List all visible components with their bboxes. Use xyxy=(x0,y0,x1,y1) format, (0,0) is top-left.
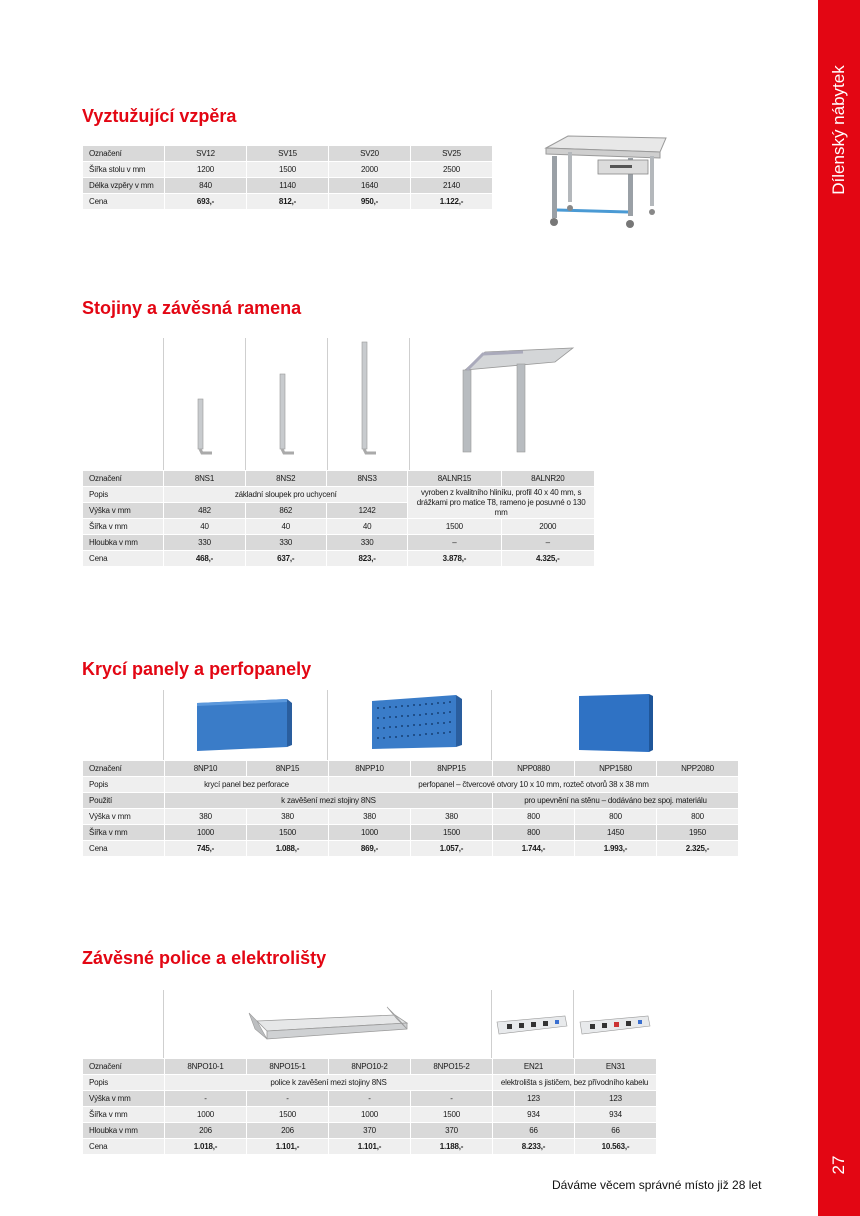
price-cell: 950,- xyxy=(329,194,410,209)
row-label: Výška v mm xyxy=(83,809,164,824)
post-8ns3-image xyxy=(354,340,379,457)
price-cell: 1.101,- xyxy=(329,1139,410,1154)
table-row xyxy=(83,809,738,824)
table-row xyxy=(83,551,594,566)
cell: 2000 xyxy=(329,162,410,177)
cell: 800 xyxy=(657,809,738,824)
row-label: Popis xyxy=(83,777,164,792)
row-label: Cena xyxy=(83,1139,164,1154)
divider xyxy=(327,338,328,470)
cell: 482 xyxy=(164,503,244,518)
cell: 8NPO10-2 xyxy=(329,1059,410,1074)
cell: 8NS2 xyxy=(246,471,326,486)
cell: 1242 xyxy=(327,503,407,518)
cell: 1200 xyxy=(165,162,246,177)
cell: police k zavěšení mezi stojiny 8NS xyxy=(165,1075,492,1090)
divider xyxy=(163,990,164,1058)
section-title-stojiny: Stojiny a závěsná ramena xyxy=(82,298,302,318)
cell: 1500 xyxy=(247,162,328,177)
table-police xyxy=(82,1058,657,1155)
table-row xyxy=(83,471,594,486)
cell: 206 xyxy=(247,1123,328,1138)
cell: základní sloupek pro uchycení xyxy=(164,487,407,502)
price-cell: 637,- xyxy=(246,551,326,566)
row-label: Popis xyxy=(83,487,163,502)
row-label: Popis xyxy=(83,1075,164,1090)
cell: 1140 xyxy=(247,178,328,193)
cell: 800 xyxy=(493,809,574,824)
cell: 934 xyxy=(575,1107,656,1122)
cell: SV25 xyxy=(411,146,492,161)
cell: 8NPO15-2 xyxy=(411,1059,492,1074)
cell: 330 xyxy=(246,535,326,550)
row-label: Výška v mm xyxy=(83,1091,164,1106)
cell: 1000 xyxy=(329,1107,410,1122)
row-label: Šířka v mm xyxy=(83,825,164,840)
cell: 800 xyxy=(575,809,656,824)
cell: 800 xyxy=(493,825,574,840)
cell: - xyxy=(247,1091,328,1106)
cell: vyroben z kvalitního hliníku, profil 40 x 40 mm, s drážkami pro matice T8, rameno je posuvné o 130 mm xyxy=(408,487,594,518)
cell: NPP2080 xyxy=(657,761,738,776)
price-cell: 812,- xyxy=(247,194,328,209)
price-cell: 1.744,- xyxy=(493,841,574,856)
cell: 8NPP10 xyxy=(329,761,410,776)
row-label: Výška v mm xyxy=(83,503,163,518)
table-row xyxy=(83,162,492,177)
cell: 40 xyxy=(246,519,326,534)
post-8ns2-image xyxy=(272,370,297,457)
cell: 1000 xyxy=(165,825,246,840)
cell: 370 xyxy=(411,1123,492,1138)
cell: 66 xyxy=(493,1123,574,1138)
table-vzpera xyxy=(82,145,493,210)
workbench-image xyxy=(538,128,673,230)
row-label: Hloubka v mm xyxy=(83,1123,164,1138)
table-row xyxy=(83,761,738,776)
cell: 840 xyxy=(165,178,246,193)
cell: 380 xyxy=(411,809,492,824)
table-row xyxy=(83,519,594,534)
row-label: Cena xyxy=(83,841,164,856)
price-cell: 2.325,- xyxy=(657,841,738,856)
cell: 862 xyxy=(246,503,326,518)
price-cell: 4.325,- xyxy=(502,551,594,566)
cell: pro upevnění na stěnu – dodáváno bez spoj. materiálu xyxy=(493,793,738,808)
cell: 8NPP15 xyxy=(411,761,492,776)
cell: 8NS1 xyxy=(164,471,244,486)
cell: 380 xyxy=(165,809,246,824)
cell: 1000 xyxy=(329,825,410,840)
cell: - xyxy=(165,1091,246,1106)
cell: elektrolišta s jističem, bez přívodního kabelu xyxy=(493,1075,656,1090)
page-number xyxy=(818,1140,860,1190)
section-title-panely: Krycí panely a perfopanely xyxy=(82,659,312,679)
price-cell: 1.993,- xyxy=(575,841,656,856)
perfo-panel-image xyxy=(370,693,465,751)
wall-perfo-panel-image xyxy=(575,692,655,756)
row-label: Šířka v mm xyxy=(83,1107,164,1122)
cell: 380 xyxy=(329,809,410,824)
post-8ns1-image xyxy=(190,395,215,457)
cell: 8NPO10-1 xyxy=(165,1059,246,1074)
row-label: Šířka v mm xyxy=(83,519,163,534)
footer-slogan: Dáváme věcem správné místo již 28 let xyxy=(552,1178,762,1192)
table-row xyxy=(83,487,594,502)
section-title-police: Závěsné police a elektrolišty xyxy=(82,948,327,968)
cell: – xyxy=(408,535,500,550)
divider xyxy=(245,338,246,470)
row-label: Hloubka v mm xyxy=(83,535,163,550)
table-row xyxy=(83,841,738,856)
row-label: Délka vzpěry v mm xyxy=(83,178,164,193)
cell: 1000 xyxy=(165,1107,246,1122)
cell: 123 xyxy=(575,1091,656,1106)
table-panely xyxy=(82,760,739,857)
cell: k zavěšení mezi stojiny 8NS xyxy=(165,793,492,808)
cell: 8NP15 xyxy=(247,761,328,776)
cell: 1450 xyxy=(575,825,656,840)
cell: 330 xyxy=(164,535,244,550)
cell: 8NP10 xyxy=(165,761,246,776)
cell: 370 xyxy=(329,1123,410,1138)
table-stojiny xyxy=(82,470,595,567)
table-row xyxy=(83,1139,656,1154)
shelf-image xyxy=(245,1003,413,1045)
price-cell: 869,- xyxy=(329,841,410,856)
cell: NPP1580 xyxy=(575,761,656,776)
row-label: Označení xyxy=(83,146,164,161)
cell: 1500 xyxy=(411,1107,492,1122)
cell: 8ALNR15 xyxy=(408,471,500,486)
cell: 2140 xyxy=(411,178,492,193)
cell: SV12 xyxy=(165,146,246,161)
cell: SV15 xyxy=(247,146,328,161)
divider xyxy=(327,690,328,760)
price-cell: 3.878,- xyxy=(408,551,500,566)
price-cell: 468,- xyxy=(164,551,244,566)
cell: EN31 xyxy=(575,1059,656,1074)
cell: – xyxy=(502,535,594,550)
price-cell: 1.057,- xyxy=(411,841,492,856)
cell: 8NS3 xyxy=(327,471,407,486)
table-row xyxy=(83,1107,656,1122)
cell: EN21 xyxy=(493,1059,574,1074)
cell: perfopanel – čtvercové otvory 10 x 10 mm, rozteč otvorů 38 x 38 mm xyxy=(329,777,738,792)
table-row xyxy=(83,146,492,161)
divider xyxy=(163,338,164,470)
row-label: Označení xyxy=(83,471,163,486)
row-label: Použití xyxy=(83,793,164,808)
table-row xyxy=(83,1091,656,1106)
cell: SV20 xyxy=(329,146,410,161)
price-cell: 1.101,- xyxy=(247,1139,328,1154)
row-label: Cena xyxy=(83,194,164,209)
divider xyxy=(491,990,492,1058)
cell: 934 xyxy=(493,1107,574,1122)
cell: NPP0880 xyxy=(493,761,574,776)
price-cell: 8.233,- xyxy=(493,1139,574,1154)
price-cell: 693,- xyxy=(165,194,246,209)
cell: 2000 xyxy=(502,519,594,534)
row-label: Označení xyxy=(83,761,164,776)
table-row xyxy=(83,178,492,193)
cell: 1950 xyxy=(657,825,738,840)
cell: krycí panel bez perforace xyxy=(165,777,328,792)
divider xyxy=(491,690,492,760)
table-row xyxy=(83,1059,656,1074)
page-number-text: 27 xyxy=(829,1155,848,1175)
row-label: Šířka stolu v mm xyxy=(83,162,164,177)
table-row xyxy=(83,825,738,840)
price-cell: 10.563,- xyxy=(575,1139,656,1154)
cell: 330 xyxy=(327,535,407,550)
price-cell: 1.188,- xyxy=(411,1139,492,1154)
table-row xyxy=(83,777,738,792)
cell: 1500 xyxy=(247,825,328,840)
cell: 1500 xyxy=(408,519,500,534)
cell: - xyxy=(329,1091,410,1106)
table-row xyxy=(83,1075,656,1090)
cell: 40 xyxy=(164,519,244,534)
table-row xyxy=(83,535,594,550)
cell: 123 xyxy=(493,1091,574,1106)
row-label: Označení xyxy=(83,1059,164,1074)
price-cell: 745,- xyxy=(165,841,246,856)
divider xyxy=(573,990,574,1058)
row-label: Cena xyxy=(83,551,163,566)
cell: 1640 xyxy=(329,178,410,193)
cell: 40 xyxy=(327,519,407,534)
cell: 1500 xyxy=(411,825,492,840)
price-cell: 1.088,- xyxy=(247,841,328,856)
table-row xyxy=(83,1123,656,1138)
cell: 1500 xyxy=(247,1107,328,1122)
section-label xyxy=(818,0,860,260)
price-cell: 1.122,- xyxy=(411,194,492,209)
cover-panel-image xyxy=(195,697,295,753)
divider xyxy=(163,690,164,760)
table-row xyxy=(83,793,738,808)
cell: 380 xyxy=(247,809,328,824)
divider xyxy=(409,338,410,470)
section-title-vzpera: Vyztužující vzpěra xyxy=(82,106,237,126)
cell: - xyxy=(411,1091,492,1106)
cell: 8ALNR20 xyxy=(502,471,594,486)
table-row xyxy=(83,194,492,209)
cell: 2500 xyxy=(411,162,492,177)
power-strip-en31-image xyxy=(578,1012,653,1038)
cell: 206 xyxy=(165,1123,246,1138)
power-strip-en21-image xyxy=(495,1012,570,1038)
section-label-text: Dílenský nábytek xyxy=(829,65,848,195)
price-cell: 823,- xyxy=(327,551,407,566)
hanging-arm-image xyxy=(455,340,580,455)
cell: 8NPO15-1 xyxy=(247,1059,328,1074)
price-cell: 1.018,- xyxy=(165,1139,246,1154)
cell: 66 xyxy=(575,1123,656,1138)
